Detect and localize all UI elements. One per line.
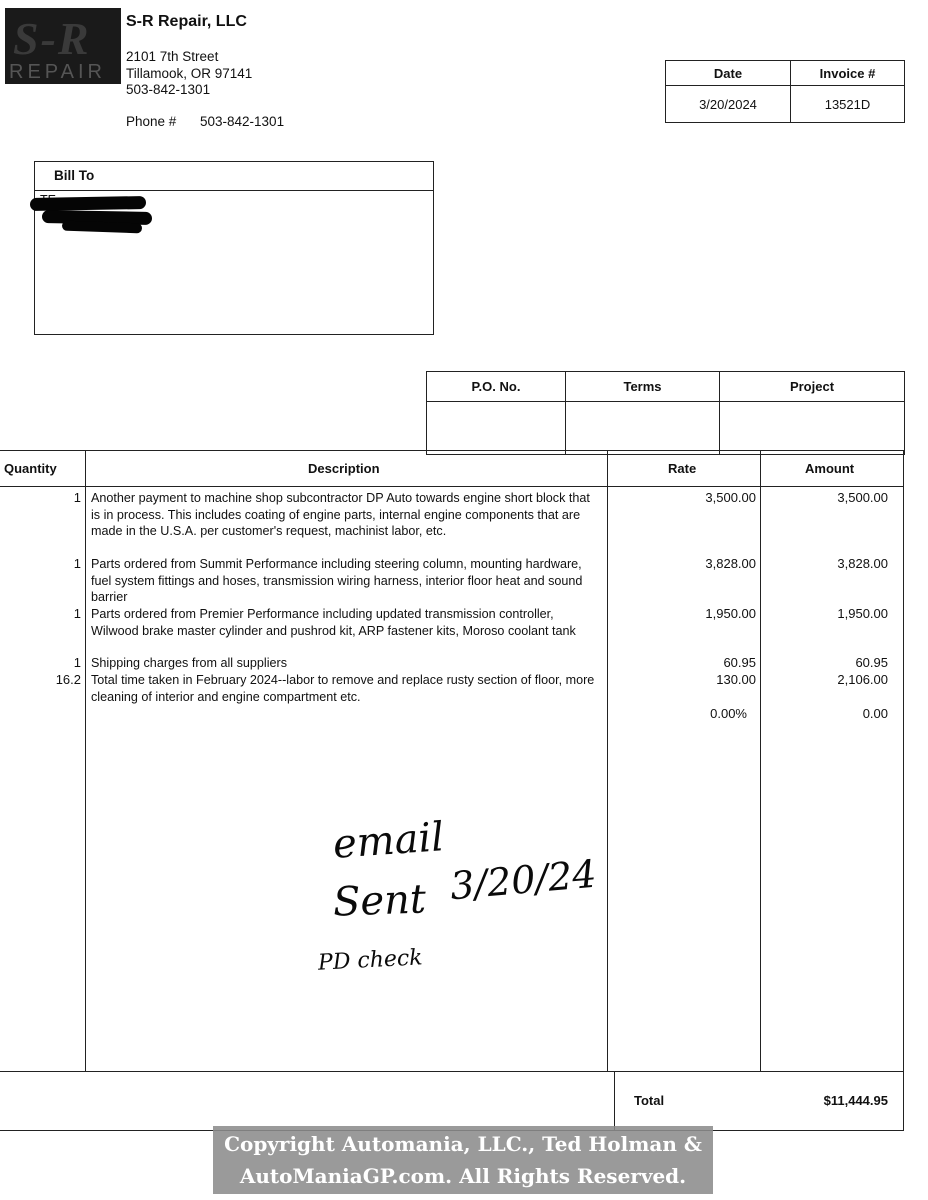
line-item-rate: 3,828.00 — [705, 556, 756, 571]
date-invoice-table — [665, 60, 905, 123]
line-item-rate: 3,500.00 — [705, 490, 756, 505]
line-item-rate: 130.00 — [716, 672, 756, 687]
logo-text: S-R — [13, 13, 91, 64]
terms-cell — [566, 402, 720, 455]
company-address-line1: 2101 7th Street — [126, 49, 219, 64]
invoice-number-header: Invoice # — [791, 61, 905, 86]
po-terms-project-table — [426, 371, 905, 455]
logo-subtext: REPAIR — [9, 61, 106, 83]
project-header: Project — [720, 372, 905, 402]
total-value: $11,444.95 — [823, 1093, 888, 1108]
line-item-amount: 60.95 — [855, 655, 888, 670]
line-item-amount: 3,828.00 — [837, 556, 888, 571]
po-number-cell — [427, 402, 566, 455]
invoice-number: 13521D — [791, 86, 905, 123]
copyright-line1: Copyright Automania, LLC., Ted Holman & — [224, 1132, 702, 1156]
company-address-line3: 503-842-1301 — [126, 82, 211, 97]
line-item-qty: 1 — [73, 606, 81, 621]
phone-label: Phone # — [126, 114, 177, 129]
company-logo — [5, 8, 121, 84]
line-item-rate: 1,950.00 — [705, 606, 756, 621]
bill-to-label: Bill To — [35, 162, 433, 191]
column-divider — [607, 450, 608, 1071]
po-number-header: P.O. No. — [427, 372, 566, 402]
line-item-description: Shipping charges from all suppliers — [91, 656, 288, 670]
handwritten-email: email — [331, 814, 446, 868]
copyright-watermark — [213, 1126, 713, 1194]
line-item-qty: 16.2 — [55, 672, 81, 687]
line-item-description: Another payment to machine shop subcontractor DP Auto towards engine short block that is in process. This includes coating of engine parts, internal engine components that are made in the U.S.A. per customer's request, machinist labor, etc. — [91, 491, 590, 538]
line-item-qty: 1 — [73, 655, 81, 670]
handwritten-sent: Sent — [332, 876, 427, 926]
date-header: Date — [666, 61, 791, 86]
line-item-description: Total time taken in February 2024--labor to remove and replace rusty section of floor, more cleaning of interior and engine compartment etc. — [91, 673, 595, 704]
total-row-divider — [0, 1071, 904, 1072]
line-item-amount: 3,500.00 — [837, 490, 888, 505]
copyright-line2: AutoManiaGP.com. All Rights Reserved. — [239, 1164, 687, 1188]
redaction-bar — [30, 196, 146, 211]
invoice-date: 3/20/2024 — [666, 86, 791, 123]
description-header: Description — [308, 461, 380, 476]
handwritten-date: 3/20/24 — [448, 851, 599, 909]
company-name: S-R Repair, LLC — [126, 13, 247, 30]
line-items-table — [0, 450, 904, 1131]
company-address-line2: Tillamook, OR 97141 — [126, 66, 253, 81]
line-item-amount: 2,106.00 — [837, 672, 888, 687]
line-item-amount: 1,950.00 — [837, 606, 888, 621]
amount-header: Amount — [805, 461, 855, 476]
handwritten-note: PD check — [317, 945, 424, 976]
rate-header: Rate — [668, 461, 697, 476]
total-label: Total — [634, 1093, 665, 1108]
quantity-header: Quantity — [4, 461, 57, 476]
line-item-qty: 1 — [73, 556, 81, 571]
total-divider — [614, 1071, 615, 1130]
terms-header: Terms — [566, 372, 720, 402]
line-item-description: Parts ordered from Premier Performance including updated transmission controller, Wilwood brake master cylinder and pushrod kit, ARP fastener kits, Moroso coolant tank — [91, 607, 576, 638]
column-divider — [85, 450, 86, 1071]
column-divider — [760, 450, 761, 1071]
project-cell — [720, 402, 905, 455]
line-item-description: Parts ordered from Summit Performance including steering column, mounting hardware, fuel system fittings and hoses, transmission wiring harness, interior floor heat and sound barrier — [91, 557, 583, 604]
line-item-rate: 60.95 — [723, 655, 756, 670]
tax-amount: 0.00 — [862, 706, 888, 721]
tax-rate: 0.00% — [710, 706, 747, 721]
header-divider — [0, 486, 904, 487]
line-item-qty: 1 — [73, 490, 81, 505]
phone-number: 503-842-1301 — [200, 114, 285, 129]
bill-to-box — [34, 161, 434, 335]
